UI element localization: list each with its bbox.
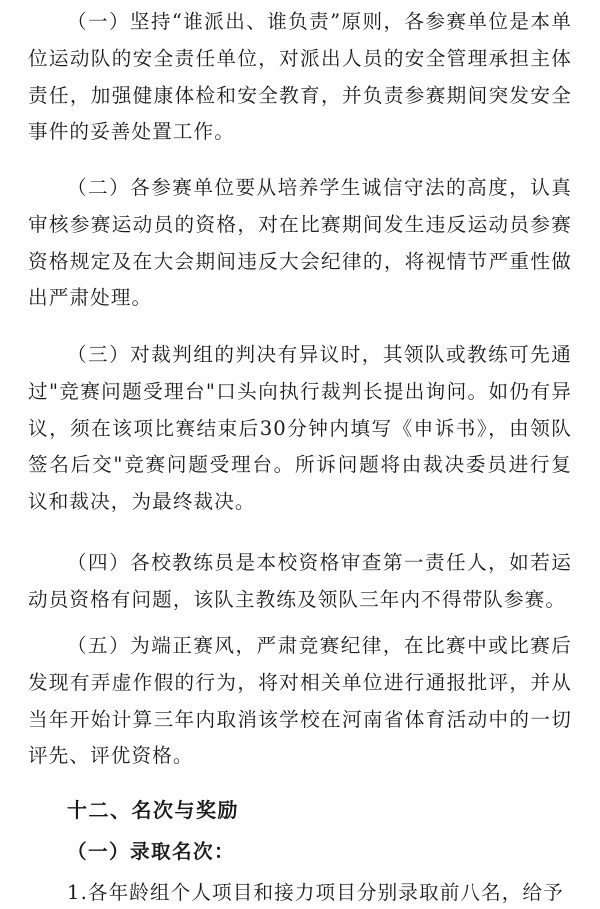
subsection-heading-ranking: （一）录取名次： — [67, 840, 235, 863]
list-item-ranking-rule: 1.各年龄组个人项目和接力项目分别录取前八名，给予 — [67, 881, 564, 904]
paragraph-appeal-procedure: （三）对裁判组的判决有异议时，其领队或教练可先通过"竞赛问题受理台"口头向执行裁判长提出询问。如仍有异议，须在该项比赛结束后30分钟内填写《申诉书》，由领队签名后交"竞赛问题受理台。所诉问题将由裁决委员进行复议和裁决，为最终裁决。 — [28, 343, 572, 514]
paragraph-discipline: （五）为端正赛风，严肃竞赛纪律，在比赛中或比赛后发现有弄虚作假的行为，将对相关单位进行通报批评，并从当年开始计算三年内取消该学校在河南省体育活动中的一切评先、评优资格。 — [28, 634, 572, 768]
section-heading-rankings-awards: 十二、名次与奖励 — [67, 798, 239, 822]
paragraph-safety-responsibility: （一）坚持“谁派出、谁负责”原则，各参赛单位是本单位运动队的安全责任单位，对派出人员的安全管理承担主体责任，加强健康体检和安全教育，并负责参赛期间突发安全事件的妥善处置工作。 — [28, 10, 572, 144]
paragraph-eligibility-review: （二）各参赛单位要从培养学生诚信守法的高度，认真审核参赛运动员的资格，对在比赛期间发生违反运动员参赛资格规定及在大会期间违反大会纪律的，将视情节严重性做出严肃处理。 — [28, 176, 572, 310]
paragraph-coach-responsibility: （四）各校教练员是本校资格审查第一责任人，如若运动员资格有问题，该队主教练及领队三年内不得带队参赛。 — [28, 551, 572, 611]
